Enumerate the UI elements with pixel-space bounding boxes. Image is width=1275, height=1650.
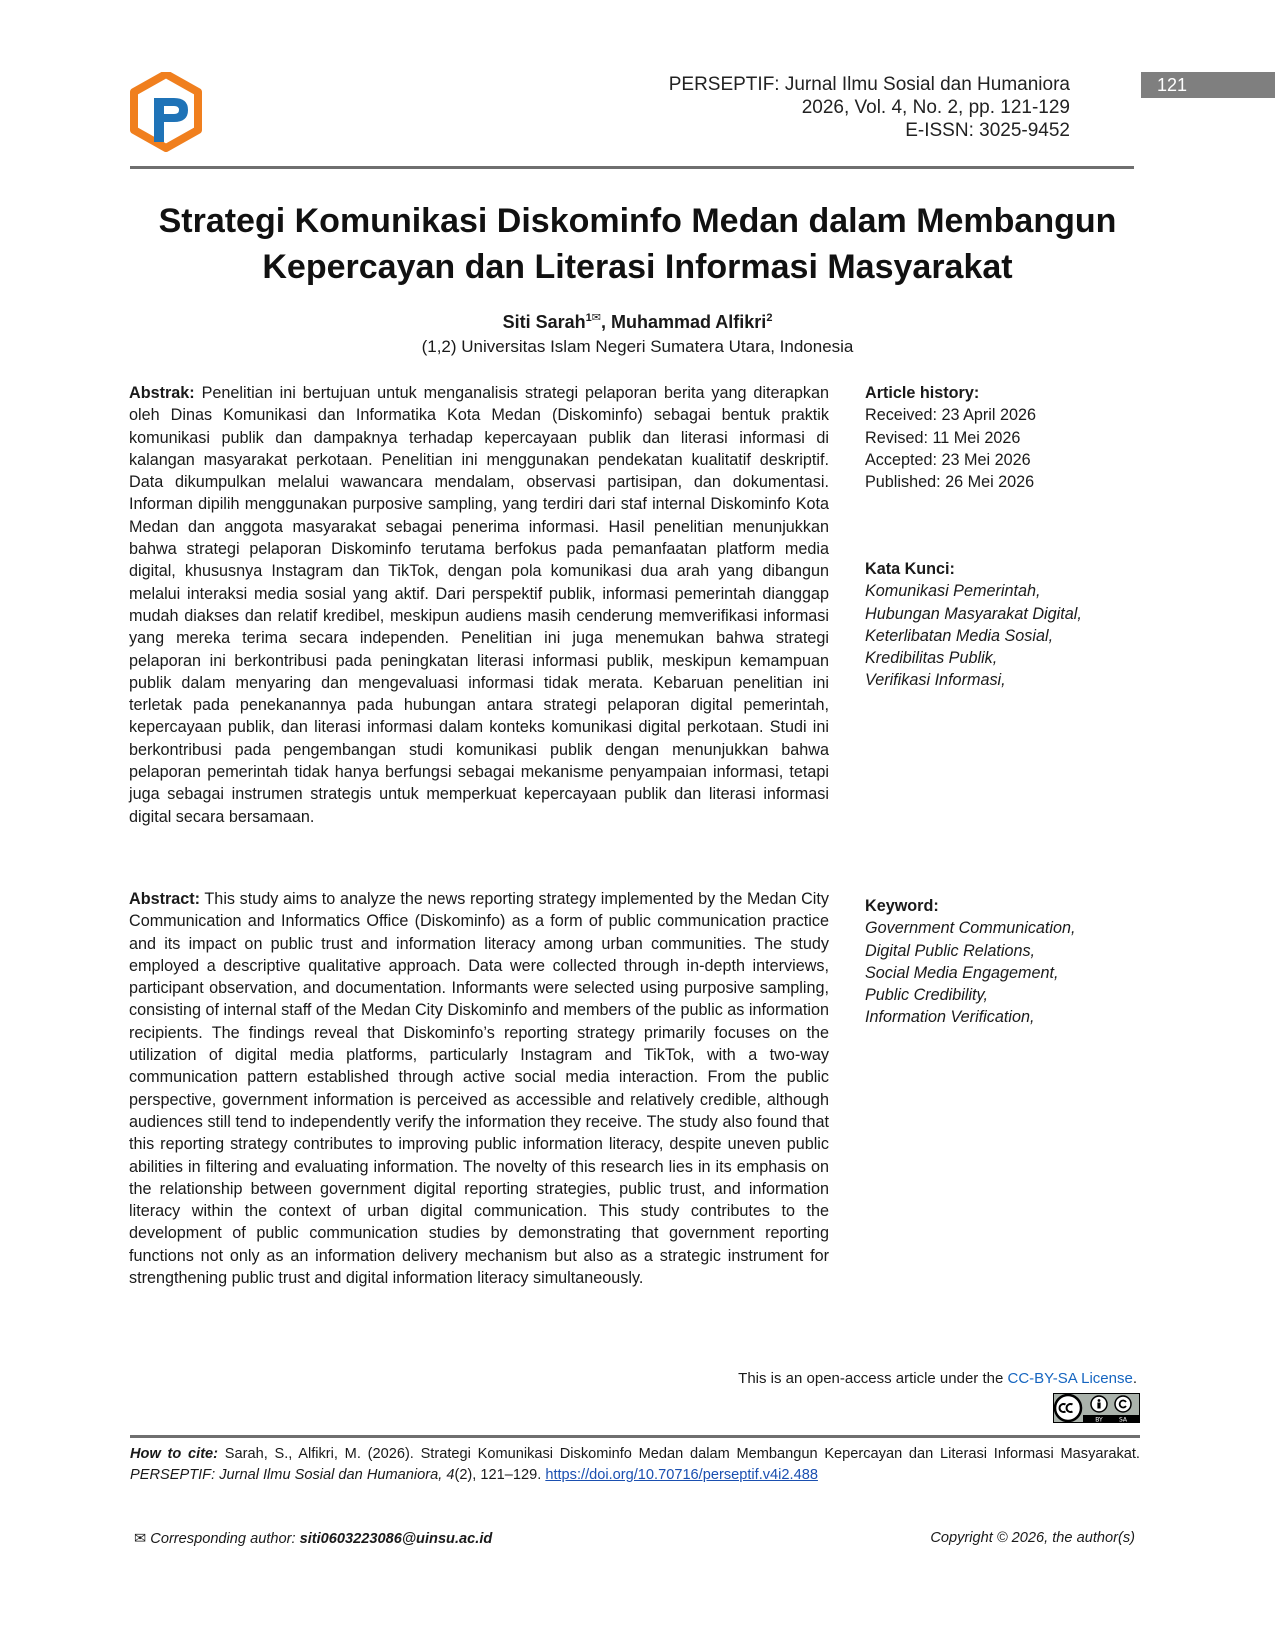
abstrak-section	[129, 382, 829, 828]
history-received: Received: 23 April 2026	[865, 406, 1036, 425]
kata-kunci-item: Kredibilitas Publik,	[865, 649, 998, 668]
keyword-label: Keyword:	[865, 897, 939, 915]
corr-label: Corresponding author:	[150, 1531, 300, 1547]
license-link[interactable]: CC-BY-SA License	[1007, 1370, 1133, 1387]
volume-info: 2026, Vol. 4, No. 2, pp. 121-129	[801, 97, 1070, 118]
corr-email[interactable]: siti0603223086@uinsu.ac.id	[299, 1531, 493, 1547]
cite-journal: PERSEPTIF: Jurnal Ilmu Sosial dan Humaniora, 4	[130, 1467, 455, 1483]
cite-text-2: (2), 121–129.	[454, 1467, 546, 1483]
title-line-2: Kepercayan dan Literasi Informasi Masyarakat	[262, 248, 1013, 286]
keyword-item: Information Verification,	[865, 1008, 1035, 1027]
keyword-item: Social Media Engagement,	[865, 963, 1059, 982]
mail-icon: ✉	[134, 1531, 151, 1547]
title-line-1: Strategi Komunikasi Diskominfo Medan dalam Membangun	[158, 202, 1117, 240]
history-revised: Revised: 11 Mei 2026	[865, 428, 1021, 447]
author-2-sup: 2	[766, 312, 773, 324]
kata-kunci-item: Komunikasi Pemerintah,	[865, 582, 1041, 601]
corresponding-author	[134, 1530, 492, 1547]
page-number-tab	[1141, 72, 1275, 98]
how-to-cite	[130, 1444, 1140, 1486]
history-published: Published: 26 Mei 2026	[865, 473, 1035, 492]
kata-kunci-item: Keterlibatan Media Sosial,	[865, 626, 1054, 645]
issn: E-ISSN: 3025-9452	[905, 120, 1070, 141]
journal-logo	[130, 72, 202, 152]
history-label: Article history:	[865, 384, 980, 402]
license-suffix: .	[1132, 1370, 1137, 1387]
svg-text:BY: BY	[1095, 1416, 1103, 1423]
affiliation: (1,2) Universitas Islam Negeri Sumatera Utara, Indonesia	[421, 337, 854, 356]
abstract-section	[129, 888, 829, 1289]
keyword-item: Government Communication,	[865, 919, 1076, 938]
kata-kunci	[865, 558, 1155, 692]
keyword-item: Public Credibility,	[865, 986, 988, 1005]
abstract-text: This study aims to analyze the news reporting strategy implemented by the Medan City Communication and Informatics Office (Diskominfo) as a form of public communication practice and its impact on public trust and information literacy among urban communities. The study employed a descriptive qualitative approach. Data were collected through in-depth interviews, participant observation, and documentation. Informants were selected using purposive sampling, consisting of internal staff of the Medan City Diskominfo and members of the public as information recipients. The findings reveal that Diskominfo’s reporting strategy primarily focuses on the utilization of digital media platforms, particularly Instagram and TikTok, with a two-way communication pattern established through active social media interaction. From the public perspective, government information is perceived as accessible and relatively credible, although audiences still tend to independently verify the information they receive. The study also found that this reporting strategy contributes to improving public information literacy, despite uneven public abilities in filtering and evaluating information. The novelty of this research lies in its emphasis on the relationship between government digital reporting strategies, public trust, and information literacy within the context of urban digital communication. This study contributes to the development of public communication studies by demonstrating that government reporting functions not only as an information delivery mechanism but also as a strategic instrument for strengthening public trust and digital information literacy simultaneously.	[129, 890, 829, 1288]
keyword-item: Digital Public Relations,	[865, 941, 1036, 960]
journal-name: PERSEPTIF: Jurnal Ilmu Sosial dan Humaniora	[668, 74, 1070, 95]
kata-kunci-item: Hubungan Masyarakat Digital,	[865, 604, 1082, 623]
history-accepted: Accepted: 23 Mei 2026	[865, 450, 1031, 469]
footer-divider	[130, 1435, 1140, 1438]
article-history	[865, 382, 1155, 493]
svg-text:SA: SA	[1118, 1416, 1128, 1423]
abstrak-text: Penelitian ini bertujuan untuk menganalisis strategi pelaporan berita yang diterapkan oleh Dinas Komunikasi dan Informatika Kota Medan (Diskominfo) sebagai bentuk praktik komunikasi publik dan dampaknya terhadap kepercayaan publik dan literasi informasi di kalangan masyarakat perkotaan. Penelitian ini menggunakan pendekatan kualitatif deskriptif. Data dikumpulkan melalui wawancara mendalam, observasi partisipan, dan dokumentasi. Informan dipilih menggunakan purposive sampling, yang terdiri dari staf internal Diskominfo Kota Medan dan anggota masyarakat sebagai penerima informasi. Hasil penelitian menunjukkan bahwa strategi pelaporan Diskominfo terutama berfokus pada pemanfaatan platform media digital, khususnya Instagram dan TikTok, dengan pola komunikasi dua arah yang dibangun melalui interaksi media sosial yang aktif. Dari perspektif publik, informasi pemerintah dianggap mudah diakses dan relatif kredibel, meskipun audiens masih cenderung memverifikasi informasi yang mereka terima secara independen. Penelitian ini juga menemukan bahwa strategi pelaporan ini berkontribusi pada peningkatan literasi informasi publik, meskipun kemampuan publik dalam menyaring dan mengevaluasi informasi tidak merata. Kebaruan penelitian ini terletak pada penekanannya pada hubungan antara strategi pelaporan digital pemerintah, kepercayaan publik, dan literasi informasi dalam konteks komunikasi digital perkotaan. Studi ini berkontribusi pada pengembangan studi komunikasi publik dengan menunjukkan bahwa pelaporan pemerintah tidak hanya berfungsi sebagai mekanisme penyampaian informasi, tetapi juga sebagai instrumen strategis untuk memperkuat kepercayaan publik dan literasi informasi digital secara bersamaan.	[129, 384, 830, 826]
author-1-sup: 1✉	[585, 312, 601, 324]
author-2: Muhammad Alfikri	[610, 312, 767, 332]
page-number: 121	[1156, 75, 1188, 95]
cite-label: How to cite:	[130, 1446, 219, 1462]
license-prefix: This is an open-access article under the	[738, 1370, 1008, 1387]
author-separator: ,	[600, 312, 611, 332]
author-list	[100, 311, 1175, 333]
kata-kunci-item: Verifikasi Informasi,	[865, 671, 1006, 690]
doi-link[interactable]: https://doi.org/10.70716/perseptif.v4i2.488	[545, 1467, 818, 1483]
abstract-label: Abstract:	[129, 890, 201, 908]
keywords	[865, 895, 1155, 1029]
open-access-note	[738, 1370, 1137, 1387]
cite-text-1: Sarah, S., Alfikri, M. (2026). Strategi Komunikasi Diskominfo Medan dalam Membangun Kepercayan dan Literasi Informasi Masyarakat.	[218, 1446, 1140, 1462]
copyright: Copyright © 2026, the author(s)	[930, 1530, 1135, 1546]
header-divider	[130, 166, 1134, 169]
journal-info	[669, 73, 1070, 142]
author-1: Siti Sarah	[502, 312, 586, 332]
cc-by-sa-badge-icon[interactable]	[1053, 1393, 1140, 1423]
article-title	[60, 198, 1215, 290]
abstrak-label: Abstrak:	[129, 384, 195, 402]
kata-kunci-label: Kata Kunci:	[865, 560, 955, 578]
